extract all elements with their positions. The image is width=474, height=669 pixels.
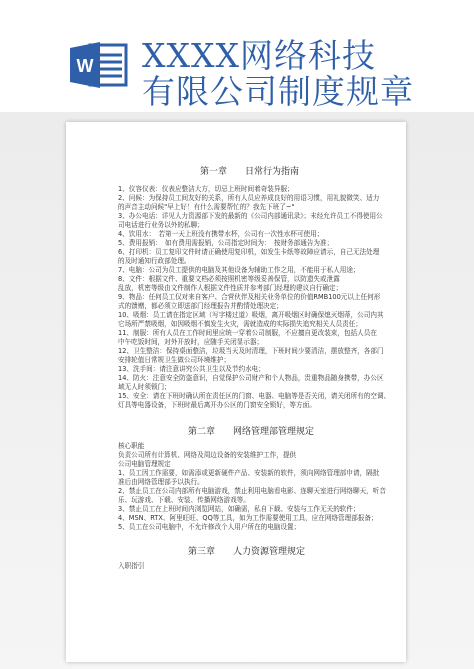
text-line: 13、洗手间：请注意讲究公共卫生以及节约水电； (118, 365, 265, 373)
text-line: 式的馈赠，都必须立即送部门经理报告并酌情处理决定； (118, 302, 283, 310)
text-line: 中午吃饭时间，对外开放时，应随手关闭显示器； (118, 338, 264, 346)
text-line: 2、问候：为保持员工间友好的关系，所有人员应养成良好的用语习惯，用礼貌微笑、适力 (118, 194, 380, 202)
text-line: 15、安全：请在下班时确认所在责任区的门窗、电器、电脑等是否关闭，请关闭所有的空调、 (118, 392, 391, 400)
text-line: 入职指引 (118, 562, 145, 570)
svg-text:W: W (76, 56, 94, 76)
text-line: 1、员工因工作需要，如需添或更新硬件产品、安装新的软件，须向网络管理部申请，隔批 (118, 469, 380, 477)
text-line: 准后由网络管理部予以执行。 (118, 478, 204, 486)
text-line: 7、电脑：公司为员工提供的电脑及其他设备为辅助工作之用，不能用于私人用途； (118, 266, 360, 274)
text-line: 2、禁止员工在公司内部所有电脑游戏，禁止利用电脑看电影、连聊天室进行网络聊天，听音 (118, 487, 386, 495)
text-line: 3、办公电话：详见人力资源部下发的最新的《公司内部通讯录》；未经允许员工不得使用公 (118, 212, 383, 220)
text-line: 11、制服：所有人员在工作时间里应统一穿着公司制服，不应擅自更改装束，包括人员在 (118, 329, 377, 337)
text-line: 乱放，机密等级由文件制作人根据文件性质并参考部门经理的建议自行确定； (118, 284, 343, 292)
chapter-2-heading: 第二章 网络管理部管理规定 (188, 427, 315, 437)
document-title-line-1: XXXX网络科技 (142, 36, 376, 75)
text-line: 域无人时须锁门； (118, 383, 171, 391)
text-line: 的及时通知行政部处理。 (118, 257, 191, 265)
text-line: 8、文件：根据文件、重要文档必须按照机密等级妥善保管，以防遗失或泄露 (118, 275, 340, 283)
text-line: 5、费用报销： 如有费用需报销，公司指定时间为： 按财务部通告为准； (118, 239, 334, 247)
document-title-line-2: 有限公司制度规章 (142, 72, 414, 111)
text-line: 公司电脑管理规定 (118, 460, 171, 468)
text-line: 司电话进行业务以外的私聊； (118, 221, 204, 229)
text-line: 5、员工在公司电脑中，不允许修改个人用户所在的电脑设置； (118, 523, 301, 531)
text-line: 灯具等电器设备，下班时最后离开办公区的门窗安全锁好，等方面。 (118, 401, 316, 409)
text-line: 9、物品：任何员工仅对来自客户、合营伙伴及相关业务单位的价值RMB100元以上任何形 (118, 293, 381, 301)
text-line: 14、防火：注意安全防盗意识，自觉保护公司财产和个人物品，贵重物品随身携带，办公区 (118, 374, 384, 382)
chapter-3-heading: 第三章 人力资源管理规定 (188, 547, 306, 557)
text-line: 负责公司所有计算机、网络及周边设备的安装维护工作，提供 (118, 451, 297, 459)
text-line: 安排轮值日常规卫生做公司环境维护； (118, 356, 231, 364)
text-line: 4、饮用水： 若第一天上班没有携带水杯，公司有一次性水杯可使用； (118, 230, 324, 238)
text-line: 3、禁止员工在上班时间内浏览网站，如确需，私自下载、安装与工作无关的软件； (118, 505, 360, 513)
text-line: 核心职能 (118, 442, 145, 450)
header-banner (0, 0, 474, 112)
text-line: 乐、玩游戏、下载、安装、传播网络游戏等。 (118, 496, 250, 504)
text-line: 4、MSN、RTX、阿里旺旺、QQ等工具，如为工作需要使用工具，应在网络管理部报备； (118, 514, 378, 522)
text-line: 它场所严禁吸烟，如因吸烟不慎发生火灾，需就造成的实际损失追究相关人员责任； (118, 320, 362, 328)
word-icon (70, 40, 128, 90)
text-line: 10、吸烟：员工请在指定区域（写字楼过道）吸烟，离开吸烟区时确保熄灭烟蒂，公司内其 (118, 311, 384, 319)
text-line: 1、仪容仪表：仪表应整洁大方，切忌上班时间着奇装异服； (118, 185, 294, 193)
chapter-1-heading: 第一章 日常行为指南 (200, 167, 300, 177)
text-line: 12、卫生整洁：保持桌面整洁，垃圾当天及时清理，下班时间少要清洁，摆放整齐，各部门 (118, 347, 384, 355)
text-line: 的声音主动问候"早上好！有什么需要帮忙的？我先下班了~" (118, 203, 295, 211)
text-line: 6、打印机：员工复印文件时请正确使用复印机，如发生卡纸等故障应请示，自己无法处理 (118, 248, 380, 256)
